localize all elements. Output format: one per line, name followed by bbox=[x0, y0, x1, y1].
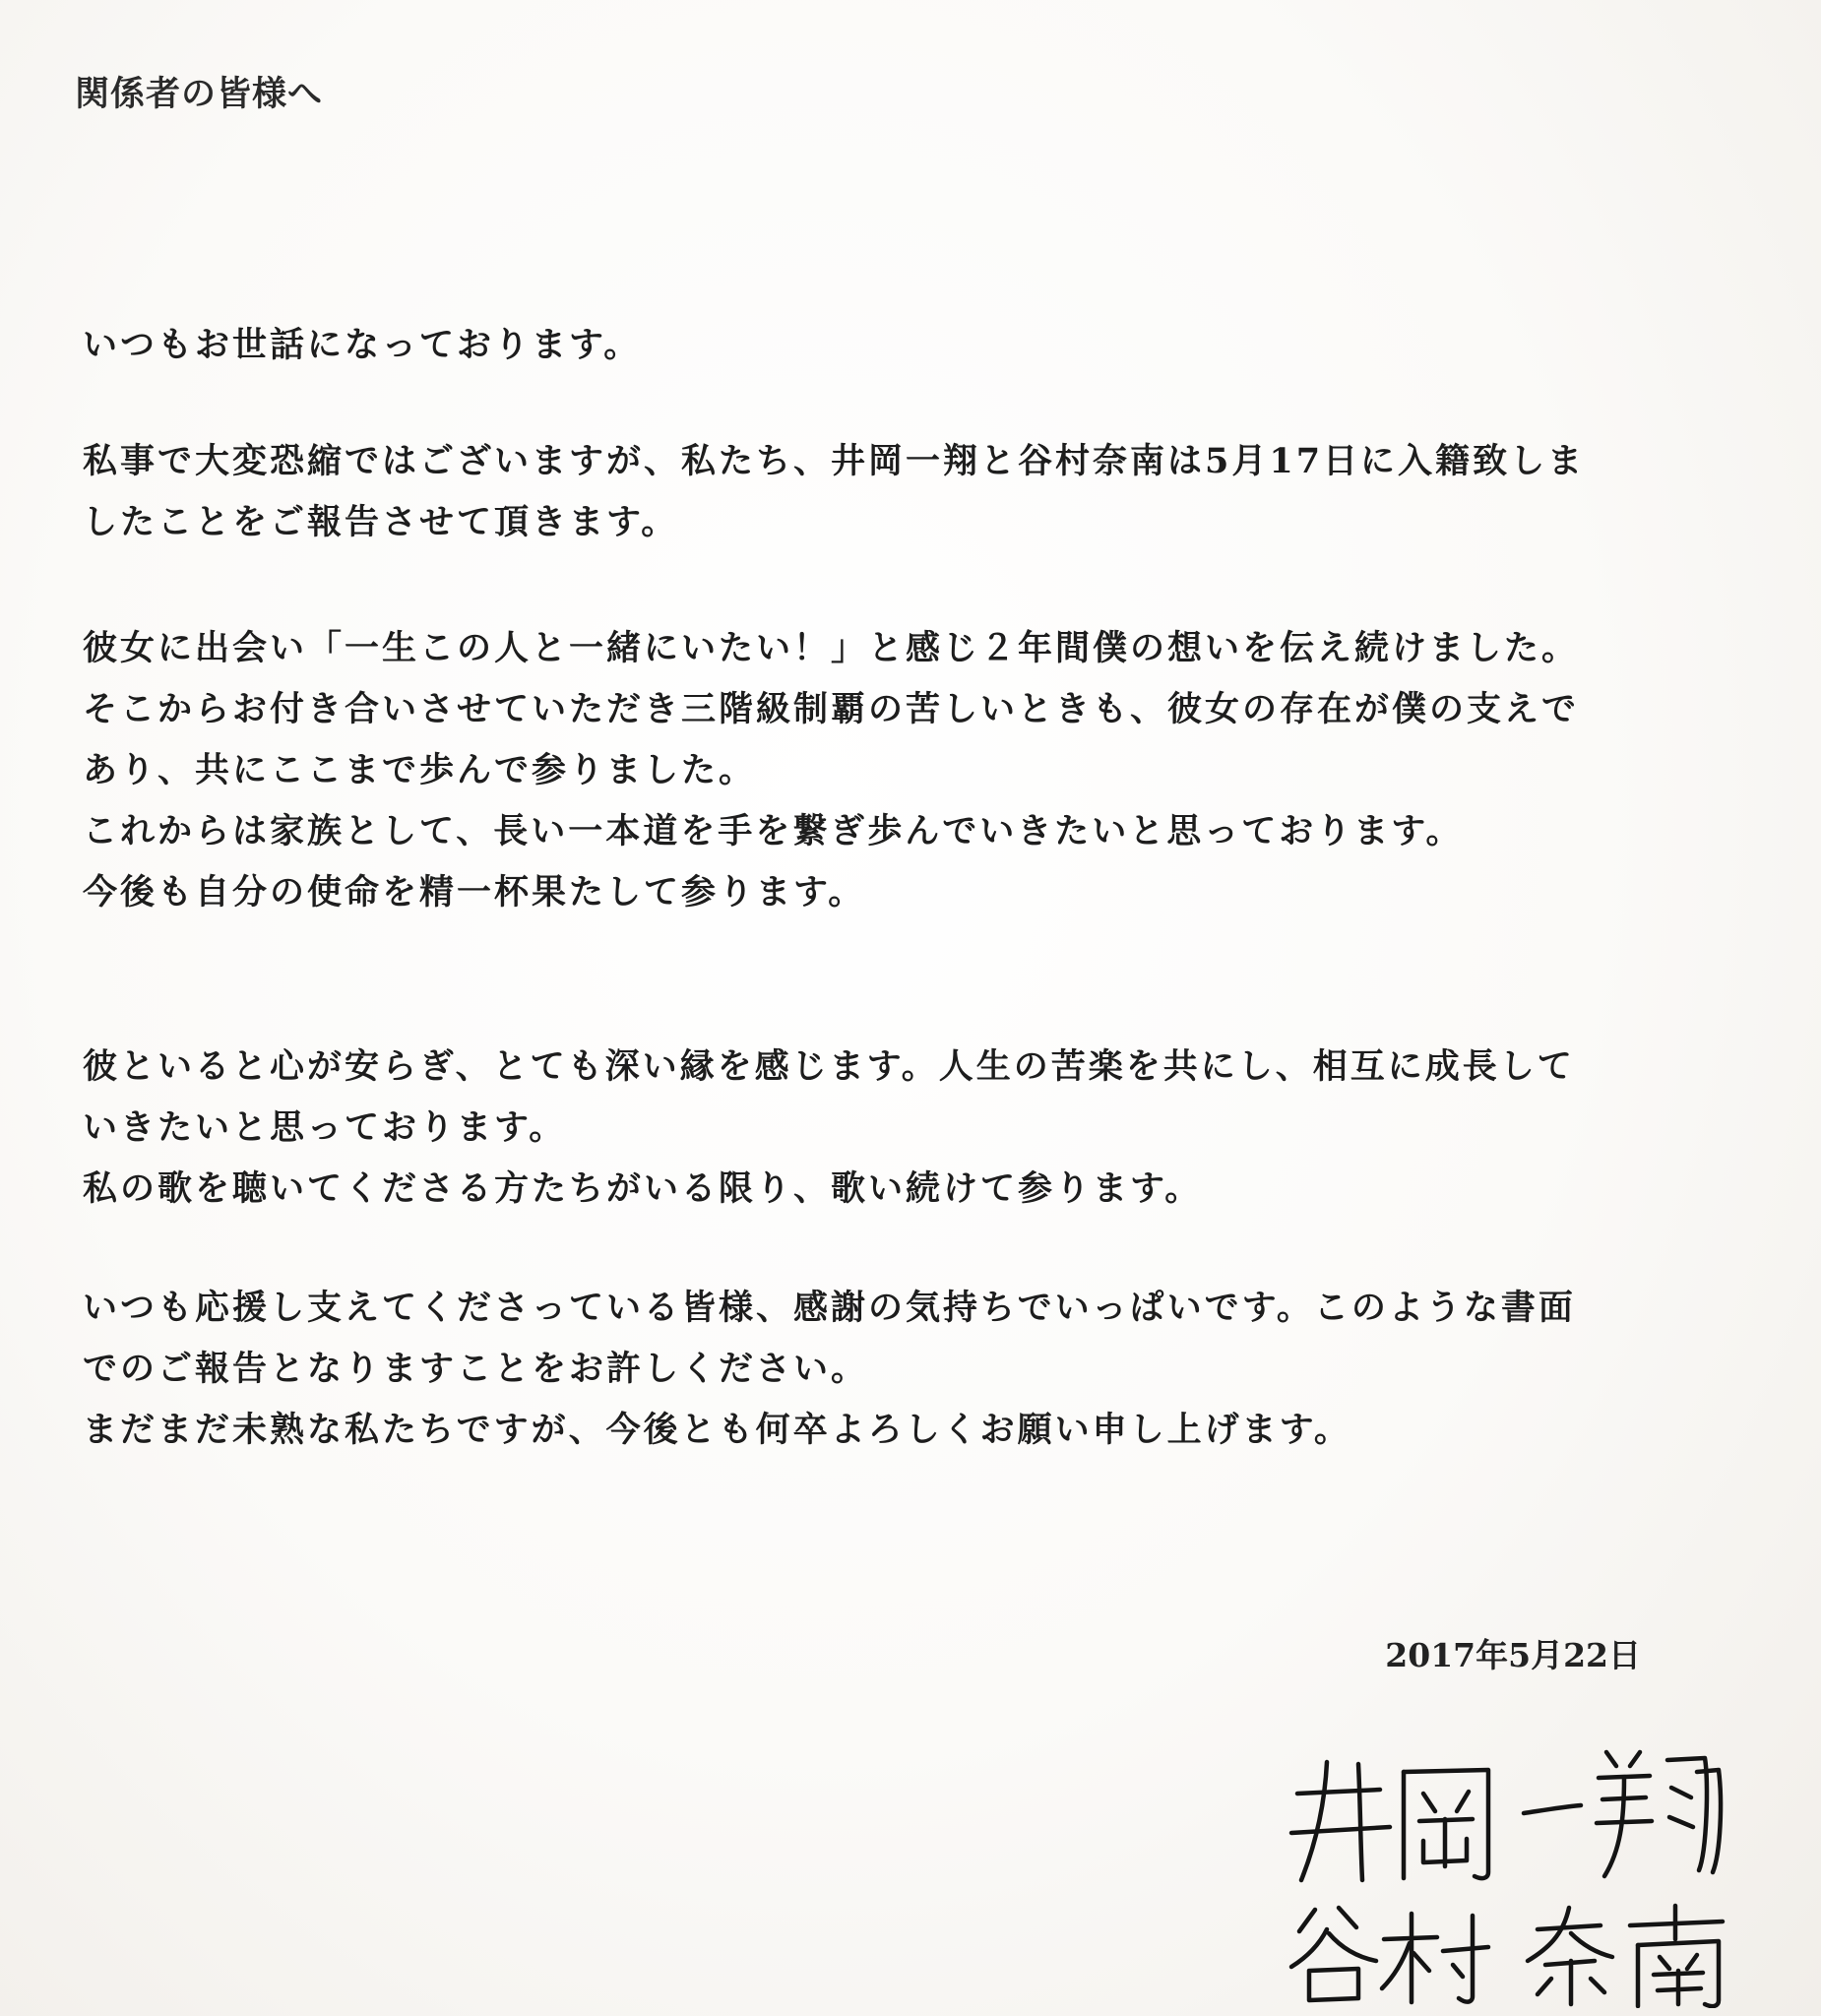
signature-graphic bbox=[1280, 1742, 1742, 2008]
text-line: あり、共にここまで歩んで参りました。 bbox=[83, 750, 757, 790]
text-line: 私の歌を聴いてくださる方たちがいる限り、歌い続けて参ります。 bbox=[83, 1168, 1203, 1209]
paragraph-her-message bbox=[83, 1037, 1575, 1220]
paragraph-closing bbox=[83, 1278, 1576, 1461]
text-line: まだまだ未熟な私たちですが、今後とも何卒よろしくお願い申し上げます。 bbox=[83, 1410, 1351, 1450]
text-line: 彼といると心が安らぎ、とても深い縁を感じます。人生の苦楽を共にし、相互に成長して bbox=[83, 1046, 1575, 1087]
paragraph-announcement bbox=[83, 431, 1585, 553]
text-line: でのご報告となりますことをお許しください。 bbox=[83, 1349, 869, 1389]
text-line: そこからお付き合いさせていただき三階級制覇の苦しいときも、彼女の存在が僕の支えで bbox=[83, 689, 1580, 729]
text-line: 彼女に出会い「一生この人と一緒にいたい！」と感じ２年間僕の想いを伝え続けました。 bbox=[83, 628, 1580, 668]
text-line: いつもお世話になっております。 bbox=[83, 325, 642, 365]
text-line: 今後も自分の使命を精一杯果たして参ります。 bbox=[83, 872, 866, 913]
text-line: いつも応援し支えてくださっている皆様、感謝の気持ちでいっぱいです。このような書面 bbox=[83, 1288, 1576, 1328]
paragraph-his-message bbox=[83, 618, 1579, 923]
addressee: 関係者の皆様へ bbox=[75, 74, 324, 114]
text-line: これからは家族として、長い一本道を手を繋ぎ歩んでいきたいと思っております。 bbox=[83, 811, 1464, 851]
text-line: したことをご報告させて頂きます。 bbox=[83, 502, 679, 542]
text-line: 私事で大変恐縮ではございますが、私たち、井岡一翔と谷村奈南は5月17日に入籍致しま bbox=[83, 441, 1586, 481]
text-line: いきたいと思っております。 bbox=[83, 1107, 567, 1148]
handwritten-signature bbox=[1280, 1742, 1742, 2008]
letter-date: 2017年5月22日 bbox=[1385, 1636, 1641, 1674]
paragraph-greeting bbox=[83, 315, 641, 376]
